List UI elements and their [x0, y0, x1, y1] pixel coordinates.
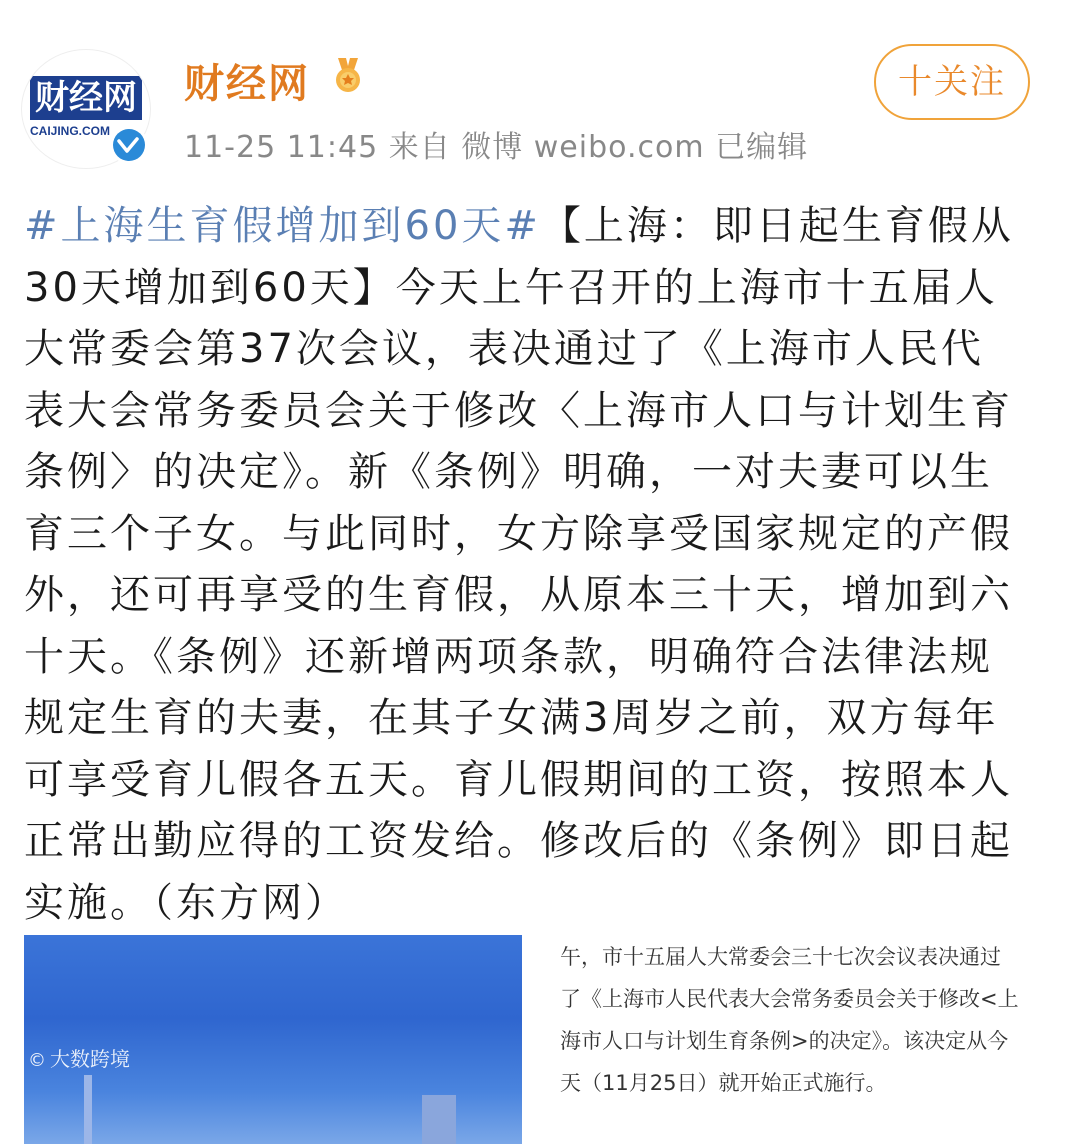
post-meta: 11-25 11:45 来自 微博 weibo.com 已编辑	[184, 130, 809, 165]
caijing-logo-sub: CAIJING.COM	[30, 124, 111, 138]
medal-icon	[328, 56, 368, 96]
hashtag-link[interactable]: #上海生育假增加到60天#	[24, 203, 541, 249]
image-caption: 午，市十五届人大常委会三十七次会议表决通过了《上海市人民代表大会常务委员会关于修改<上海市人口与计划生育条例>的决定》。该决定从今天（11月25日）就开始正式施行。	[560, 945, 1019, 1095]
watermark: © 大数跨境	[28, 1047, 130, 1071]
account-name[interactable]: 财经网	[184, 61, 310, 107]
post-body: 【上海：即日起生育假从30天增加到60天】今天上午召开的上海市十五届人大常委会第37次会议，表决通过了《上海市人民代表大会常务委员会关于修改〈上海市人口与计划生育条例〉的决定》。新《条例》明确，一对夫妻可以生育三个子女。与此同时，女方除享受国家规定的产假外，还可再享受的生育假，从原本三十天，增加到六十天。《条例》还新增两项条款，明确符合法律法规规定生育的夫妻，在其子女满3周岁之前，双方每年可享受育儿假各五天。育儿假期间的工资，按照本人正常出勤应得的工资发给。修改后的《条例》即日起实施。（东方网）	[24, 203, 1014, 926]
watermark-icon: ©	[28, 1050, 46, 1071]
follow-button[interactable]: 十关注	[874, 44, 1030, 120]
caijing-logo: 财经网	[30, 76, 142, 120]
post-text	[24, 196, 1024, 934]
tower-shape	[84, 1075, 92, 1144]
building-shape	[422, 1095, 456, 1144]
post-image[interactable]	[24, 935, 522, 1144]
verified-icon	[110, 126, 148, 164]
